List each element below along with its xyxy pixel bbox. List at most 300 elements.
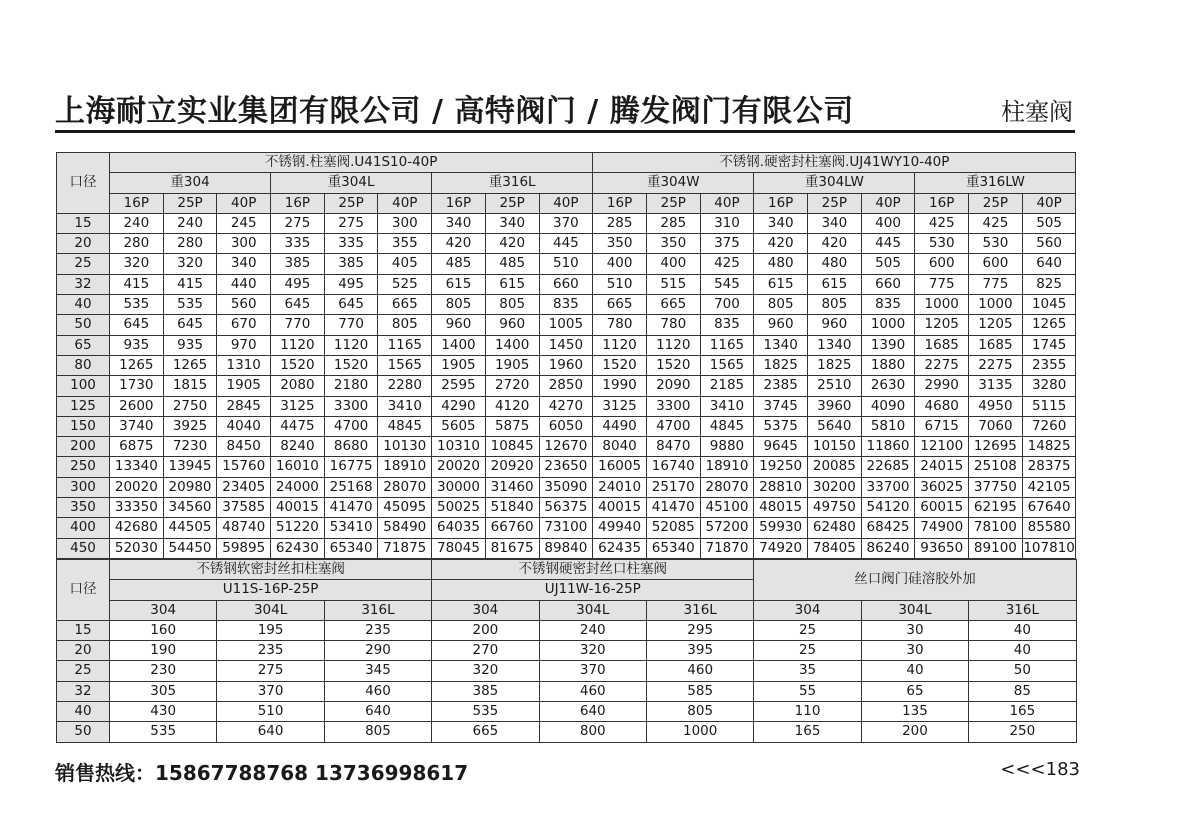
table-row: [57, 376, 1076, 396]
price-cell: 8450: [217, 437, 271, 457]
price-cell: 50: [969, 661, 1076, 681]
price-cell: 835: [539, 295, 593, 315]
diameter-cell: 32: [57, 681, 110, 701]
price-cell: 4290: [432, 396, 486, 416]
table-row: [57, 416, 1076, 436]
price-cell: 2275: [969, 355, 1023, 375]
price-cell: 54450: [163, 538, 217, 558]
price-cell: 4700: [324, 416, 378, 436]
price-cell: 62435: [593, 538, 647, 558]
price-cell: 460: [539, 681, 646, 701]
price-cell: 355: [378, 234, 432, 254]
price-cell: 1120: [324, 335, 378, 355]
price-cell: 340: [432, 213, 486, 233]
price-cell: 235: [217, 641, 324, 661]
price-cell: 30: [861, 641, 968, 661]
price-cell: 460: [646, 661, 753, 681]
price-cell: 28375: [1022, 457, 1076, 477]
price-cell: 425: [700, 254, 754, 274]
price-cell: 65340: [324, 538, 378, 558]
price-cell: 13945: [163, 457, 217, 477]
price-cell: 230: [110, 661, 217, 681]
price-cell: 960: [754, 315, 808, 335]
price-cell: 645: [271, 295, 325, 315]
price-cell: 2355: [1022, 355, 1076, 375]
price-cell: 165: [754, 722, 861, 742]
price-cell: 440: [217, 274, 271, 294]
price-cell: 3125: [593, 396, 647, 416]
price-cell: 195: [217, 620, 324, 640]
price-cell: 2990: [915, 376, 969, 396]
table-row: [57, 498, 1076, 518]
price-cell: 1685: [915, 335, 969, 355]
price-cell: 81675: [485, 538, 539, 558]
price-cell: 53410: [324, 518, 378, 538]
price-cell: 600: [915, 254, 969, 274]
diameter-cell: 450: [57, 538, 110, 558]
price-cell: 585: [646, 681, 753, 701]
price-cell: 2185: [700, 376, 754, 396]
pressure-header: 25P: [969, 193, 1023, 213]
table-row: [57, 702, 1077, 722]
price-cell: 660: [861, 274, 915, 294]
price-cell: 1340: [808, 335, 862, 355]
table-row: [57, 518, 1076, 538]
price-cell: 35: [754, 661, 861, 681]
price-cell: 425: [915, 213, 969, 233]
price-cell: 275: [271, 213, 325, 233]
price-cell: 85: [969, 681, 1076, 701]
price-cell: 420: [432, 234, 486, 254]
price-cell: 280: [163, 234, 217, 254]
price-cell: 56375: [539, 498, 593, 518]
price-cell: 78100: [969, 518, 1023, 538]
table-row: [57, 213, 1076, 233]
price-cell: 400: [861, 213, 915, 233]
pressure-header: 40P: [217, 193, 271, 213]
price-cell: 20020: [110, 477, 164, 497]
price-cell: 2080: [271, 376, 325, 396]
price-cell: 5875: [485, 416, 539, 436]
price-cell: 385: [432, 681, 539, 701]
price-cell: 5115: [1022, 396, 1076, 416]
price-cell: 40: [969, 641, 1076, 661]
price-cell: 31460: [485, 477, 539, 497]
price-cell: 9880: [700, 437, 754, 457]
price-cell: 28070: [378, 477, 432, 497]
group-header-row: [57, 153, 1076, 173]
price-cell: 41470: [324, 498, 378, 518]
price-cell: 19250: [754, 457, 808, 477]
diameter-cell: 32: [57, 274, 110, 294]
price-cell: 3960: [808, 396, 862, 416]
price-cell: 2720: [485, 376, 539, 396]
price-cell: 34560: [163, 498, 217, 518]
pressure-header-row: [57, 193, 1076, 213]
price-cell: 165: [969, 702, 1076, 722]
price-cell: 1905: [485, 355, 539, 375]
table-row: [57, 538, 1076, 558]
price-cell: 25108: [969, 457, 1023, 477]
price-cell: 67640: [1022, 498, 1076, 518]
price-cell: 86240: [861, 538, 915, 558]
price-cell: 2275: [915, 355, 969, 375]
pressure-header: 16P: [271, 193, 325, 213]
price-cell: 51840: [485, 498, 539, 518]
price-cell: 8040: [593, 437, 647, 457]
table-row: [57, 254, 1076, 274]
diameter-cell: 200: [57, 437, 110, 457]
table-row: [57, 620, 1077, 640]
price-cell: 805: [485, 295, 539, 315]
table-row: [57, 335, 1076, 355]
page-number: <<<183: [1000, 759, 1080, 780]
material-header: 304: [110, 600, 217, 620]
price-cell: 1000: [915, 295, 969, 315]
price-cell: 775: [915, 274, 969, 294]
price-cell: 1265: [110, 355, 164, 375]
price-cell: 1520: [646, 355, 700, 375]
diameter-cell: 300: [57, 477, 110, 497]
model-header: U11S-16P-25P: [110, 580, 432, 600]
price-table-threaded-valves: [56, 559, 1077, 743]
price-cell: 64035: [432, 518, 486, 538]
price-cell: 59895: [217, 538, 271, 558]
price-cell: 68425: [861, 518, 915, 538]
price-cell: 420: [754, 234, 808, 254]
price-cell: 1400: [432, 335, 486, 355]
pressure-header: 16P: [593, 193, 647, 213]
material-header: 重304W: [593, 173, 754, 193]
price-cell: 335: [271, 234, 325, 254]
company-title: 上海耐立实业集团有限公司 / 高特阀门 / 腾发阀门有限公司: [55, 94, 854, 129]
price-cell: 1120: [271, 335, 325, 355]
pressure-header: 25P: [808, 193, 862, 213]
price-cell: 600: [969, 254, 1023, 274]
price-cell: 415: [163, 274, 217, 294]
price-cell: 78045: [432, 538, 486, 558]
material-header: 重316L: [432, 173, 593, 193]
price-cell: 615: [485, 274, 539, 294]
price-cell: 640: [217, 722, 324, 742]
pressure-header: 16P: [754, 193, 808, 213]
price-cell: 58490: [378, 518, 432, 538]
price-cell: 50025: [432, 498, 486, 518]
pressure-header: 16P: [432, 193, 486, 213]
price-cell: 335: [324, 234, 378, 254]
price-cell: 320: [110, 254, 164, 274]
price-cell: 285: [593, 213, 647, 233]
table-row: [57, 641, 1077, 661]
price-cell: 33350: [110, 498, 164, 518]
pressure-header: 25P: [163, 193, 217, 213]
price-cell: 23405: [217, 477, 271, 497]
pressure-header: 25P: [485, 193, 539, 213]
price-cell: 270: [432, 641, 539, 661]
price-cell: 935: [110, 335, 164, 355]
price-cell: 42680: [110, 518, 164, 538]
material-header: 304L: [217, 600, 324, 620]
sales-hotline: 销售热线：15867788768 13736998617: [55, 761, 469, 785]
price-cell: 1905: [217, 376, 271, 396]
price-cell: 275: [217, 661, 324, 681]
price-cell: 20085: [808, 457, 862, 477]
price-cell: 340: [808, 213, 862, 233]
price-cell: 960: [808, 315, 862, 335]
price-cell: 62480: [808, 518, 862, 538]
price-cell: 25: [754, 620, 861, 640]
table-row: [57, 234, 1076, 254]
pressure-header: 40P: [700, 193, 754, 213]
price-cell: 1825: [808, 355, 862, 375]
price-cell: 57200: [700, 518, 754, 538]
diameter-header: 口径: [57, 153, 110, 214]
valve-group-header: 不锈钢.硬密封柱塞阀.UJ41WY10-40P: [593, 153, 1076, 173]
price-cell: 665: [646, 295, 700, 315]
price-cell: 71875: [378, 538, 432, 558]
price-cell: 805: [646, 702, 753, 722]
price-cell: 8470: [646, 437, 700, 457]
price-cell: 495: [271, 274, 325, 294]
table-row: [57, 355, 1076, 375]
material-header: 304: [432, 600, 539, 620]
price-cell: 505: [861, 254, 915, 274]
diameter-cell: 20: [57, 641, 110, 661]
price-cell: 770: [324, 315, 378, 335]
price-cell: 40015: [593, 498, 647, 518]
price-cell: 275: [324, 213, 378, 233]
price-cell: 4490: [593, 416, 647, 436]
price-cell: 445: [539, 234, 593, 254]
price-cell: 350: [646, 234, 700, 254]
material-header: 304: [754, 600, 861, 620]
price-cell: 2280: [378, 376, 432, 396]
price-cell: 1205: [969, 315, 1023, 335]
price-cell: 340: [754, 213, 808, 233]
price-cell: 530: [969, 234, 1023, 254]
price-cell: 935: [163, 335, 217, 355]
price-cell: 320: [432, 661, 539, 681]
price-cell: 420: [808, 234, 862, 254]
price-cell: 7260: [1022, 416, 1076, 436]
price-cell: 89840: [539, 538, 593, 558]
price-cell: 535: [110, 722, 217, 742]
surcharge-group-header: 丝口阀门硅溶胶外加: [754, 559, 1076, 600]
price-cell: 350: [593, 234, 647, 254]
table-row: [57, 295, 1076, 315]
table-row: [57, 722, 1077, 742]
price-cell: 545: [700, 274, 754, 294]
price-cell: 20920: [485, 457, 539, 477]
price-cell: 12695: [969, 437, 1023, 457]
price-cell: 4950: [969, 396, 1023, 416]
price-cell: 65: [861, 681, 968, 701]
price-cell: 430: [110, 702, 217, 722]
price-cell: 45095: [378, 498, 432, 518]
table-row: [57, 315, 1076, 335]
price-cell: 35090: [539, 477, 593, 497]
price-cell: 2600: [110, 396, 164, 416]
price-cell: 74900: [915, 518, 969, 538]
price-cell: 305: [110, 681, 217, 701]
price-cell: 45100: [700, 498, 754, 518]
price-cell: 665: [432, 722, 539, 742]
price-cell: 4040: [217, 416, 271, 436]
price-cell: 485: [432, 254, 486, 274]
price-cell: 3740: [110, 416, 164, 436]
price-cell: 3125: [271, 396, 325, 416]
price-cell: 24015: [915, 457, 969, 477]
price-cell: 530: [915, 234, 969, 254]
price-cell: 9645: [754, 437, 808, 457]
price-cell: 495: [324, 274, 378, 294]
price-cell: 48740: [217, 518, 271, 538]
price-cell: 370: [539, 661, 646, 681]
price-cell: 3135: [969, 376, 1023, 396]
price-cell: 62430: [271, 538, 325, 558]
price-cell: 18910: [700, 457, 754, 477]
price-cell: 20020: [432, 457, 486, 477]
price-cell: 370: [217, 681, 324, 701]
price-cell: 485: [485, 254, 539, 274]
price-cell: 55: [754, 681, 861, 701]
price-cell: 245: [217, 213, 271, 233]
price-cell: 16775: [324, 457, 378, 477]
price-cell: 5605: [432, 416, 486, 436]
price-cell: 93650: [915, 538, 969, 558]
diameter-cell: 80: [57, 355, 110, 375]
price-cell: 460: [324, 681, 431, 701]
price-cell: 420: [485, 234, 539, 254]
price-cell: 640: [324, 702, 431, 722]
price-cell: 200: [861, 722, 968, 742]
price-cell: 16005: [593, 457, 647, 477]
price-cell: 780: [646, 315, 700, 335]
material-header: 316L: [324, 600, 431, 620]
price-cell: 51220: [271, 518, 325, 538]
price-cell: 670: [217, 315, 271, 335]
price-cell: 37750: [969, 477, 1023, 497]
price-cell: 800: [539, 722, 646, 742]
pressure-header: 40P: [378, 193, 432, 213]
price-cell: 240: [539, 620, 646, 640]
price-cell: 28070: [700, 477, 754, 497]
price-cell: 515: [646, 274, 700, 294]
price-cell: 480: [808, 254, 862, 274]
price-cell: 960: [432, 315, 486, 335]
price-cell: 805: [808, 295, 862, 315]
pressure-header: 40P: [539, 193, 593, 213]
pressure-header: 16P: [110, 193, 164, 213]
material-header-row: [57, 173, 1076, 193]
diameter-header: 口径: [57, 559, 110, 620]
material-header: 重316LW: [915, 173, 1076, 193]
price-cell: 36025: [915, 477, 969, 497]
diameter-cell: 150: [57, 416, 110, 436]
price-cell: 7060: [969, 416, 1023, 436]
diameter-cell: 125: [57, 396, 110, 416]
price-cell: 805: [432, 295, 486, 315]
price-cell: 425: [969, 213, 1023, 233]
price-cell: 18910: [378, 457, 432, 477]
diameter-cell: 100: [57, 376, 110, 396]
price-cell: 2180: [324, 376, 378, 396]
price-cell: 4700: [646, 416, 700, 436]
price-cell: 3410: [700, 396, 754, 416]
price-cell: 1120: [646, 335, 700, 355]
group-header-row: [57, 559, 1077, 579]
table-row: [57, 396, 1076, 416]
price-cell: 5810: [861, 416, 915, 436]
price-cell: 160: [110, 620, 217, 640]
price-cell: 250: [969, 722, 1076, 742]
price-cell: 16010: [271, 457, 325, 477]
price-cell: 2510: [808, 376, 862, 396]
price-cell: 775: [969, 274, 1023, 294]
price-cell: 40015: [271, 498, 325, 518]
price-cell: 25170: [646, 477, 700, 497]
diameter-cell: 350: [57, 498, 110, 518]
price-cell: 290: [324, 641, 431, 661]
price-cell: 4845: [378, 416, 432, 436]
price-cell: 1450: [539, 335, 593, 355]
price-cell: 11860: [861, 437, 915, 457]
price-cell: 395: [646, 641, 753, 661]
diameter-cell: 25: [57, 661, 110, 681]
price-cell: 805: [378, 315, 432, 335]
price-cell: 1685: [969, 335, 1023, 355]
price-cell: 240: [163, 213, 217, 233]
diameter-cell: 250: [57, 457, 110, 477]
price-cell: 1400: [485, 335, 539, 355]
price-cell: 52085: [646, 518, 700, 538]
price-cell: 1000: [646, 722, 753, 742]
price-cell: 37585: [217, 498, 271, 518]
price-cell: 295: [646, 620, 753, 640]
table-row: [57, 437, 1076, 457]
price-cell: 24010: [593, 477, 647, 497]
price-cell: 310: [700, 213, 754, 233]
price-cell: 1165: [378, 335, 432, 355]
price-cell: 10310: [432, 437, 486, 457]
price-cell: 107810: [1022, 538, 1076, 558]
material-header: 316L: [646, 600, 753, 620]
price-cell: 510: [217, 702, 324, 722]
price-cell: 13340: [110, 457, 164, 477]
price-cell: 445: [861, 234, 915, 254]
price-cell: 340: [217, 254, 271, 274]
pressure-header: 25P: [324, 193, 378, 213]
price-cell: 415: [110, 274, 164, 294]
price-cell: 805: [324, 722, 431, 742]
material-header: 316L: [969, 600, 1076, 620]
price-cell: 2385: [754, 376, 808, 396]
price-cell: 345: [324, 661, 431, 681]
price-cell: 22685: [861, 457, 915, 477]
diameter-cell: 40: [57, 295, 110, 315]
price-cell: 1520: [324, 355, 378, 375]
price-cell: 235: [324, 620, 431, 640]
price-cell: 300: [378, 213, 432, 233]
price-cell: 1520: [593, 355, 647, 375]
diameter-cell: 50: [57, 315, 110, 335]
price-cell: 6715: [915, 416, 969, 436]
price-cell: 1990: [593, 376, 647, 396]
diameter-cell: 15: [57, 213, 110, 233]
price-cell: 375: [700, 234, 754, 254]
price-cell: 615: [754, 274, 808, 294]
price-cell: 60015: [915, 498, 969, 518]
